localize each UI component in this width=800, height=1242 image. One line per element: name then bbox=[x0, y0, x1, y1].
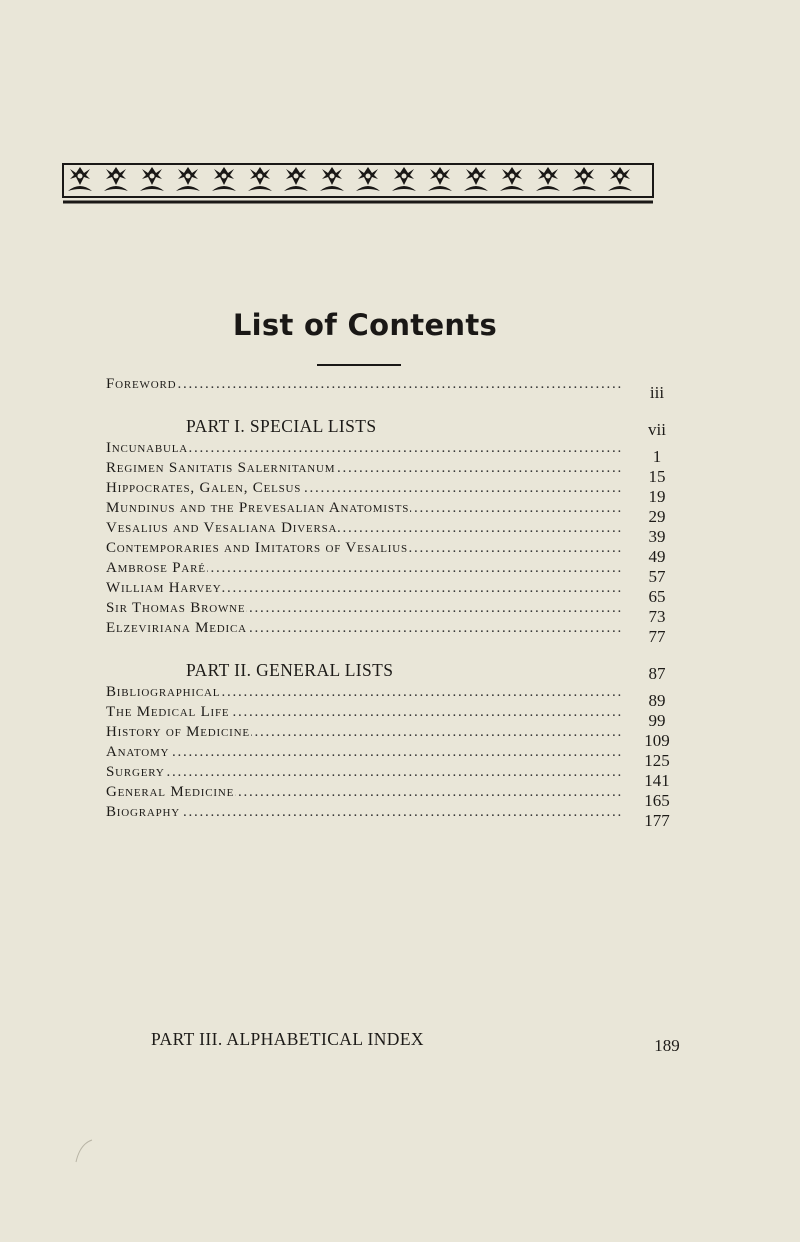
entry-page: 39 bbox=[648, 527, 666, 546]
toc-entry bbox=[106, 802, 670, 830]
entry-page: 15 bbox=[648, 467, 666, 486]
entry-label: Anatomy bbox=[106, 744, 170, 760]
toc-entry bbox=[106, 478, 666, 506]
pencil-mark bbox=[72, 1136, 96, 1166]
part-title-3: PART III. ALPHABETICAL INDEX bbox=[151, 1029, 424, 1049]
entry-label: Sir Thomas Browne bbox=[106, 600, 246, 616]
entry-label: Biography bbox=[106, 804, 181, 820]
entry-page: 165 bbox=[644, 791, 670, 810]
toc-entry bbox=[106, 458, 666, 486]
title-underline bbox=[317, 364, 401, 366]
decorative-header-border bbox=[62, 163, 654, 205]
toc-entry bbox=[106, 518, 666, 546]
toc-entry bbox=[106, 722, 670, 750]
entry-page: 65 bbox=[648, 587, 666, 606]
toc-entry-foreword bbox=[106, 374, 666, 402]
entry-label: Surgery bbox=[106, 764, 165, 780]
entry-label: Foreword bbox=[106, 376, 177, 392]
entry-label: General Medicine bbox=[106, 784, 235, 800]
toc-entry bbox=[106, 682, 666, 710]
entry-page: 77 bbox=[648, 627, 666, 646]
toc-entry bbox=[106, 498, 666, 526]
entry-page: 19 bbox=[648, 487, 666, 506]
entry-label: Hippocrates, Galen, Celsus bbox=[106, 480, 302, 496]
entry-page: 89 bbox=[648, 691, 666, 710]
entry-page: 29 bbox=[648, 507, 666, 526]
toc-entry bbox=[106, 538, 666, 566]
toc-entry bbox=[106, 782, 670, 810]
page-title: List of Contents bbox=[232, 308, 498, 342]
entry-page: 49 bbox=[648, 547, 666, 566]
toc-entry bbox=[106, 702, 666, 730]
part-page: 87 bbox=[648, 664, 666, 683]
entry-label: Vesalius and Vesaliana Diversa bbox=[106, 520, 338, 536]
toc-entry bbox=[106, 762, 670, 790]
toc-entry bbox=[106, 438, 666, 466]
part-page-3: 189 bbox=[654, 1036, 680, 1055]
entry-page: 141 bbox=[644, 771, 670, 790]
toc-entry bbox=[106, 578, 666, 606]
part-heading-1 bbox=[106, 410, 666, 438]
entry-page: 125 bbox=[644, 751, 670, 770]
entry-page: 177 bbox=[644, 811, 670, 830]
part-page: vii bbox=[648, 420, 666, 439]
entry-label: History of Medicine bbox=[106, 724, 250, 740]
entry-label: Contemporaries and Imitators of Vesalius bbox=[106, 540, 408, 556]
table-of-contents bbox=[106, 374, 670, 830]
entry-label: The Medical Life bbox=[106, 704, 230, 720]
entry-label: Mundinus and the Prevesalian Anatomists bbox=[106, 500, 410, 516]
entry-label: Bibliographical bbox=[106, 684, 221, 700]
entry-page: 109 bbox=[644, 731, 670, 750]
entry-page: 57 bbox=[648, 567, 666, 586]
part-title: PART II. GENERAL LISTS bbox=[186, 660, 394, 680]
part-heading-2 bbox=[106, 654, 666, 682]
entry-page: 1 bbox=[652, 447, 662, 466]
entry-page: 99 bbox=[648, 711, 666, 730]
entry-label: William Harvey bbox=[106, 580, 222, 596]
entry-page: 73 bbox=[648, 607, 666, 626]
part-title: PART I. SPECIAL LISTS bbox=[186, 416, 377, 436]
entry-page: iii bbox=[649, 383, 665, 402]
toc-entry bbox=[106, 618, 666, 646]
toc-entry bbox=[106, 558, 666, 586]
toc-entry bbox=[106, 742, 670, 770]
entry-label: Incunabula bbox=[106, 440, 189, 456]
entry-label: Ambrose Paré bbox=[106, 560, 206, 576]
entry-label: Elzeviriana Medica bbox=[106, 620, 247, 636]
entry-label: Regimen Sanitatis Salernitanum bbox=[106, 460, 336, 476]
toc-entry bbox=[106, 598, 666, 626]
